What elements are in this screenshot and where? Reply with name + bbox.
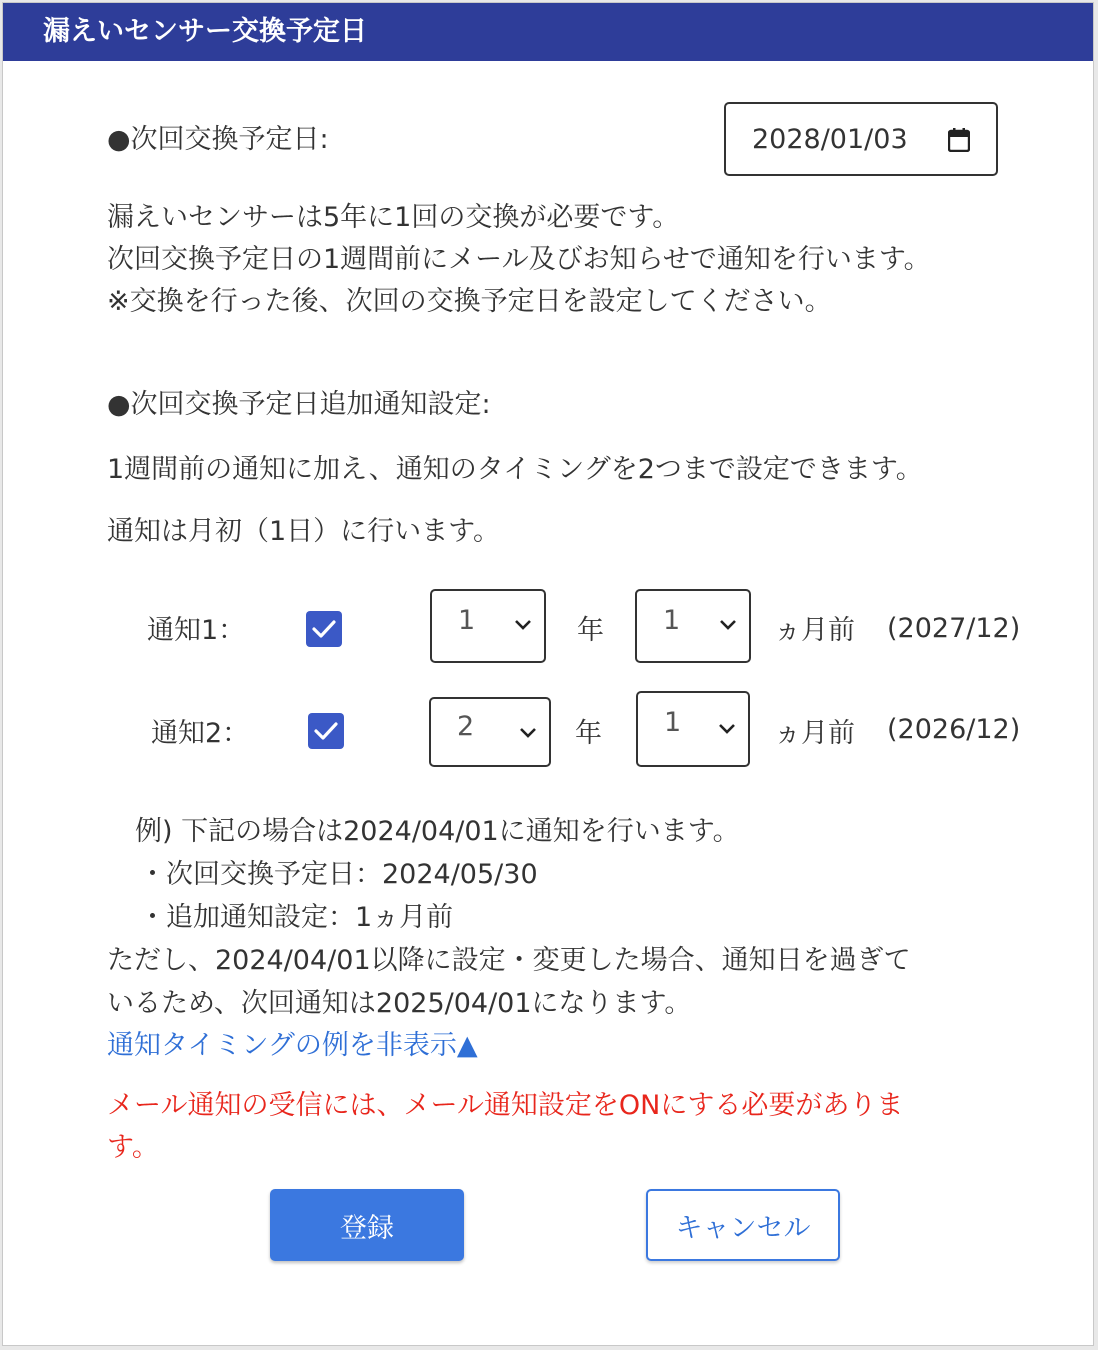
register-button[interactable]: 登録 <box>270 1189 464 1261</box>
chevron-down-icon <box>719 619 737 631</box>
additional-desc-2: 通知は月初（1日）に行います。 <box>107 516 501 547</box>
toggle-example-link[interactable]: 通知タイミングの例を非表示▲ <box>107 1030 478 1061</box>
additional-desc-1: 1週間前の通知に加え、通知のタイミングを2つまで設定できます。 <box>107 454 923 485</box>
description-line-3: ※交換を行った後、次回の交換予定日を設定してください。 <box>107 286 832 317</box>
notification-2-month-value: 1 <box>664 707 682 738</box>
chevron-down-icon <box>519 727 537 739</box>
notification-1-year-unit: 年 <box>577 615 604 646</box>
dialog-title: 漏えいセンサー交換予定日 <box>3 3 1093 61</box>
next-date-label: ●次回交換予定日: <box>107 124 329 155</box>
notification-1-year-value: 1 <box>458 605 476 636</box>
calendar-icon[interactable] <box>948 128 970 152</box>
notification-2-year-select[interactable] <box>429 697 551 767</box>
chevron-down-icon <box>718 723 736 735</box>
notification-2-year-value: 2 <box>457 711 475 742</box>
notification-2-result: (2026/12) <box>887 714 1021 745</box>
notification-1-month-select[interactable] <box>635 589 751 663</box>
warning-line-1: メール通知の受信には、メール通知設定をONにする必要がありま <box>107 1090 904 1121</box>
description-line-1: 漏えいセンサーは5年に1回の交換が必要です。 <box>107 202 680 233</box>
notification-1-year-select[interactable] <box>430 589 546 663</box>
example-line-2: ・次回交換予定日：2024/05/30 <box>139 859 538 890</box>
notification-2-checkbox[interactable] <box>308 713 344 749</box>
sensor-replacement-dialog <box>2 2 1094 1346</box>
next-date-input[interactable] <box>724 102 998 176</box>
chevron-down-icon <box>514 619 532 631</box>
next-date-value: 2028/01/03 <box>752 123 908 155</box>
example-line-3: ・追加通知設定：1ヵ月前 <box>139 902 454 933</box>
notification-2-year-unit: 年 <box>575 718 602 749</box>
notification-2-month-unit: ヵ月前 <box>774 718 855 749</box>
notification-1-month-value: 1 <box>663 605 681 636</box>
description-line-2: 次回交換予定日の1週間前にメール及びお知らせで通知を行います。 <box>107 244 931 275</box>
notification-2-label: 通知2： <box>151 718 250 749</box>
cancel-button[interactable]: キャンセル <box>646 1189 840 1261</box>
notification-1-checkbox[interactable] <box>306 611 342 647</box>
example-line-1: 例) 下記の場合は2024/04/01に通知を行います。 <box>135 816 740 847</box>
notification-2-month-select[interactable] <box>636 691 750 767</box>
example-line-5: いるため、次回通知は2025/04/01になります。 <box>107 988 692 1019</box>
warning-line-2: す。 <box>107 1132 159 1163</box>
additional-label: ●次回交換予定日追加通知設定: <box>107 389 491 420</box>
notification-1-month-unit: ヵ月前 <box>774 615 855 646</box>
example-line-4: ただし、2024/04/01以降に設定・変更した場合、通知日を過ぎて <box>107 945 911 976</box>
notification-1-label: 通知1： <box>147 615 246 646</box>
notification-1-result: (2027/12) <box>887 613 1021 644</box>
